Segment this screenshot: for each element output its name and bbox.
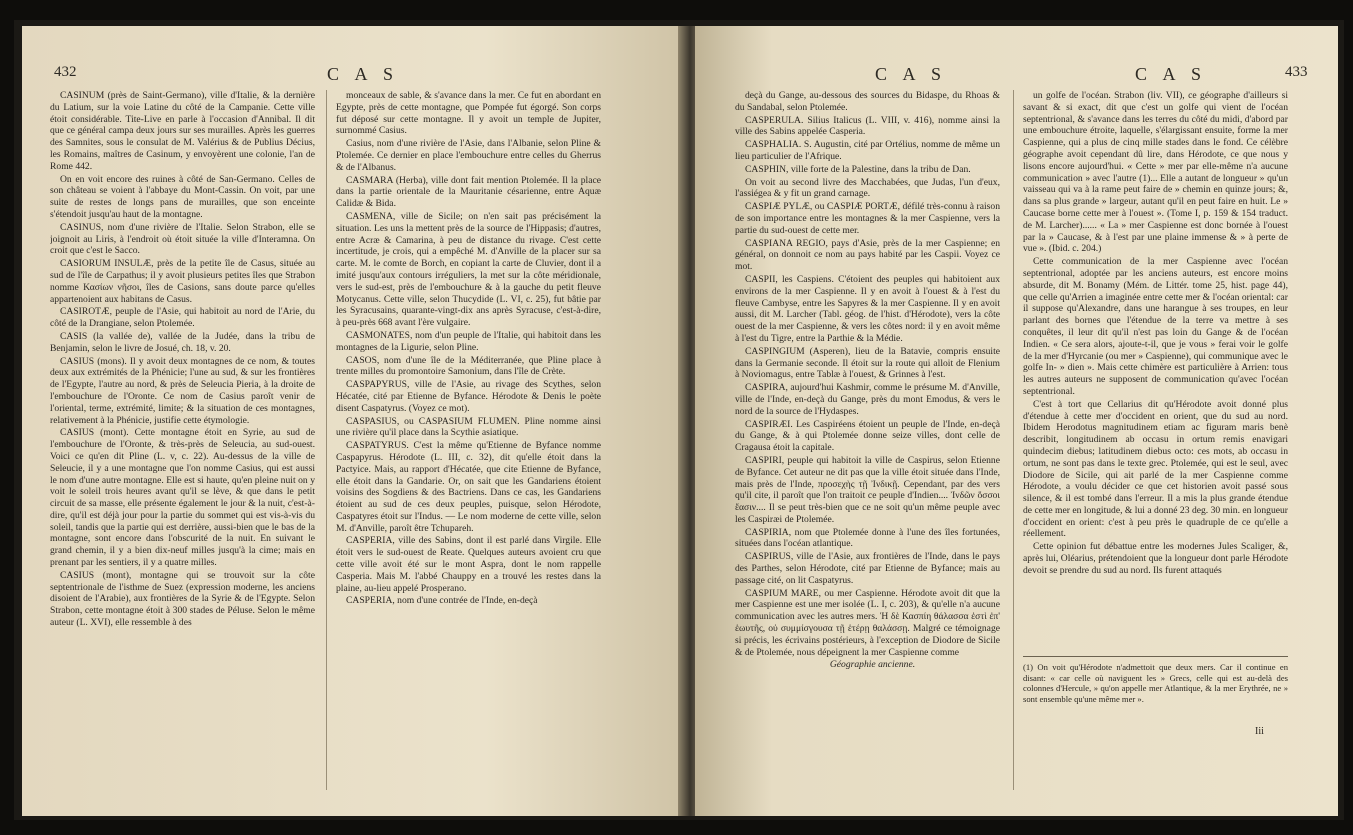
left-page [22,26,685,816]
entry-paragraph: un golfe de l'océan. Strabon (liv. VII), ce géographe d'ailleurs si savant & si exact, dit que c'est un golfe qui vient de l'océan septentrional, & s'avance dans les terres du côté du midi, d'abord par une embouchure étroite, laquelle, s'élargissant ensuite, forme la mer Caspienne, qui a plus de cinq mille stades dans le fond. Ce célèbre géographe avoit cependant dû lire, dans Hérodote, ce que nous y lisons encore aujourd'hui. « Cette » mer par elle-même n'a aucune communication » avec l'autre (1)... Elle a autant de longueur » qu'un vaisseau qui va à la rame peut faire de » chemin en quinze jours; &, dans sa plus grande » largeur, autant qu'il en peut faire en huit. Le » Caucase borne cette mer à l'ouest ». (Tome I, p. 159 & 154 traduct. de M. Larcher)...... « La » mer Caspienne est donc bornée à l'ouest par la » Caucase, & à l'est par une plaine immense & » à perte de vue ». (Ibid. c. 204.) [1023,90,1288,255]
entry-paragraph: CASMENA, ville de Sicile; on n'en sait pas précisément la situation. Les uns la mettent près de la source de l'Hippasis; d'autres, entre Acræ & Camarina, à peu de distance du rivage. C'est cette incertitude, je crois, qui a empêché M. d'Anville de la placer sur sa carte. M. le comte de Borch, en copiant la carte de Cluvier, dont il a imité jusqu'aux contours irréguliers, la met sur la côte méridionale, vers le sud-est, près de l'embouchure & à la gauche du petit fleuve Motycanus. Cette ville, selon Thucydide (L. VI, c. 25), fut bâtie par les Syracusains, quarante-vingt-dix ans après Syracuse, c'est-à-dire, à peu-près 668 avant l'ère vulgaire. [336,210,601,329]
left-page-column-1 [50,90,315,810]
entry-paragraph: CASPIRIA, nom que Ptolemée donne à l'une des îles fortunées, situées dans l'océan atlantique. [735,526,1000,550]
entry-paragraph: deçà du Gange, au-dessous des sources du Bidaspe, du Rhoas & du Sandabal, selon Ptolemée. [735,90,1000,113]
entry-paragraph: CASIORUM INSULÆ, près de la petite île de Casus, située au sud de l'île de Carpathus; il y avoit plusieurs petites îles que Strabon nomme Κασίων νῆσοι, îles de Casions, sans doute parce qu'elles appartenoient aux habitans de Casus. [50,258,315,305]
right-page [695,26,1338,816]
book-title-footer: Géographie ancienne. [829,659,916,671]
entry-paragraph: On voit au second livre des Macchabées, que Judas, l'un d'eux, l'assiégea & y fit un grand carnage. [735,176,1000,200]
entry-paragraph: CASINUS, nom d'une rivière de l'Italie. Selon Strabon, elle se joignoit au Liris, à l'endroit où étoit située la ville d'Interamna. On croit que c'est le Sacco. [50,221,315,257]
column-divider [1013,90,1014,790]
entry-paragraph: CASPIUM MARE, ou mer Caspienne. Hérodote avoit dit que la mer Caspienne est une mer isolée (L. I, c. 203), & qu'elle n'a aucune communication avec les autres mers. Ἡ δὲ Κασπίη θάλασσα ἐστὶ ἐπ' ἑωυτῆς, οὐ συμμίσγουσα τῇ ἑτέρῃ θαλάσσῃ. Malgré ce témoignage si précis, les écrivains postérieurs, à l'exception de Diodore de Sicile & de Ptolemée, nous dépeignent la mer Caspienne comme [735,587,1000,658]
entry-paragraph: CASINUM (près de Saint-Germano), ville d'Italie, & la dernière du Latium, sur la voie Latine du côté de la Campanie. Cette ville étoit considérable. Tite-Live en parle à l'occasion d'Annibal. Il dit que ce général campa deux jours sur ses murailles. Après les guerres des Samnites, sous le consulat de M. Valérius & de Publius Décius, les Romains, maîtres de Casinum, y envoyèrent une colonie, l'an de Rome 442. [50,90,315,172]
left-page-column-2 [336,90,601,810]
entry-paragraph: CASPIANA REGIO, pays d'Asie, près de la mer Caspienne; en général, on donnoit ce nom au pays habité par les Caspii. Voyez ce mot. [735,237,1000,273]
entry-paragraph: CASIROTÆ, peuple de l'Asie, qui habitoit au nord de l'Arie, du côté de la Drangiane, selon Ptolemée. [50,306,315,330]
book-spread [14,20,1344,820]
entry-paragraph: CASPERIA, nom d'une contrée de l'Inde, en-deçà [346,595,538,607]
entry-paragraph: CASPAPYRUS, ville de l'Asie, au rivage des Scythes, selon Hécatée, cité par Etienne de Byfance. Hérodote & Denis le poète disent Caspatyrus. (Voyez ce mot). [336,379,601,414]
entry-paragraph: Cette communication de la mer Caspienne avec l'océan septentrional, adoptée par les anciens auteurs, est encore moins absurde, dit M. Bonamy (Mém. de Littér. tome 25, hist. page 44), que celle qu'Arrien a imaginée entre cette mer & l'océan oriental: car il suppose qu'Alexandre, dans une harangue à ses troupes, en leur parlant des bornes que l'étendue de la terre va mettre à ses conquêtes, il leur dit qu'il n'est pas loin du Gange & de l'océan Indien. « Ce sera alors, ajoute-t-il, que je vous » ferai voir le golfe de la mer d'Hyrcanie (ou mer » Caspienne), qui communique avec le golfe In- » dien ». Mais cette chimère est particulière à Arrien: tous les autres auteurs ne supposent de communication qu'avec l'océan septentrional. [1023,256,1288,397]
entry-paragraph: CASPHIN, ville forte de la Palestine, dans la tribu de Dan. [745,163,971,175]
entry-paragraph: CASPIÆ PYLÆ, ou CASPIÆ PORTÆ, défilé très-connu à raison de son importance entre les montagnes & la mer Caspienne, vers la partie du sud-ouest de cette mer. [735,201,1000,236]
entry-paragraph: CASIUS (mons). Il y avoit deux montagnes de ce nom, & toutes deux aux extrémités de la Phénicie; l'une au sud, & sur les frontières de l'Egypte, l'autre au nord, & près de Seleucia Pieria, à la droite de l'embouchure de l'Oronte. Ce nom de Casius paroît venir de l'oriental, terme, extrémité, limite; & la situation de ces montagnes, relativement à la Phénicie, justifie cette étymologie. [50,355,315,426]
entry-paragraph: On en voit encore des ruines à côté de San-Germano. Celles de son château se voient à l'abbaye du Mont-Cassin. On voit, par une suite de restes de longs pans de murailles, que son enceinte s'étendoit jusqu'au haut de la montagne. [50,173,315,220]
entry-paragraph: Casius, nom d'une rivière de l'Asie, dans l'Albanie, selon Pline & Ptolemée. Ce dernier en place l'embouchure entre celles du Gherrus & de l'Albanus. [336,138,601,173]
signature-mark: Iii [1255,726,1264,737]
entry-paragraph: CASPASIUS, ou CASPASIUM FLUMEN. Pline nomme ainsi une rivière qu'il place dans la Scythie asiatique. [336,415,601,439]
page-number-right: 433 [1285,64,1308,80]
column-divider [326,90,327,790]
entry-paragraph: Cette opinion fut débattue entre les modernes Jules Scaliger, &, après lui, Oléarius, prétendoient que la longueur dont parle Hérodote devoit se prendre du sud au nord. Ils furent attaqués [1023,541,1288,576]
entry-paragraph: CASPERULA. Silius Italicus (L. VIII, v. 416), nomme ainsi la ville des Sabins appelée Casperia. [735,114,1000,138]
entry-paragraph: CASPIRI, peuple qui habitoit la ville de Caspirus, selon Etienne de Byfance. Cet auteur ne dit pas que la ville étoit située dans l'Inde, mais près de l'Inde, προσεχὴς τῇ Ἰνδικῇ. Cependant, par des vers qu'il cite, il paroît que l'on traitoit ce peuple d'Indien.... Ἰνδῶν ὅσσοι ἔασιν.... Il se peut très-bien que ce ne soit qu'un même peuple avec les Caspiræi de Ptolemée. [735,454,1000,525]
entry-paragraph: CASMONATES, nom d'un peuple de l'Italie, qui habitoit dans les montagnes de la Ligurie, selon Pline. [336,329,601,353]
right-page-column-1 [735,90,1000,810]
footnote: (1) On voit qu'Hérodote n'admettoit que deux mers. Car il continue en disant: « car celle où naviguent les » Grecs, celle qui est au-delà des colonnes d'Hercule, » qu'on appelle mer Atlantique, & la mer Erythrée, ne » sont ensemble qu'une même mer ». [1023,662,1288,704]
entry-paragraph: CASIS (la vallée de), vallée de la Judée, dans la tribu de Benjamin, selon le livre de Josué, ch. 18, v. 20. [50,330,315,354]
entry-paragraph: CASPHALIA. S. Augustin, cité par Ortélius, nomme de même un lieu particulier de l'Afrique. [735,139,1000,162]
running-head-left: C A S [327,64,400,84]
entry-paragraph: CASPII, les Caspiens. C'étoient des peuples qui habitoient aux environs de la mer Caspienne. Il y en avoit à l'ouest & à l'est du fleuve Cambyse, entre les Sapyres & la mer Caspienne. Il y en avoit aussi, dit M. Larcher (Tabl. géog. de l'hist. d'Hérodote), vers la côte ouest de la mer Caspienne, & vers les côtes nord: il y en avoit même à l'est du Tigre, entre la Parthie & la Médie. [735,273,1000,344]
running-head-right: C A S [875,64,948,84]
entry-paragraph: CASPIRUS, ville de l'Asie, aux frontières de l'Inde, dans le pays des Parthes, selon Hérodote, cité par Etienne de Byfance; mais au passage cité, on lit Caspatyrus. [735,551,1000,586]
entry-paragraph: C'est à tort que Cellarius dit qu'Hérodote avoit donné plus d'étendue à cette mer d'occident en orient, que du sud au nord. Ibidem Herodotus magnitudinem etiam ac figuram maris benè describit, longitudinem ab occasu in ortum remis enavigari quindecim diebus; latitudinem diebus octo: ces mots, ab occasu in ortum, ne sont pas dans le texte grec. Ptolemée, qui est le seul, avec Diodore de Sicile, qui ait parlé de la mer Caspienne comme Hérodote, a voulu décider ce que cet historien avoit passé sous silence, & il est tombé dans l'erreur. Il a mis la plus grande étendue de cette mer en longitude, & lui a donné 23 deg. 30 min. en longueur d'occident en orient: c'est à peu près le quadruple de ce qu'elle a réellement. [1023,398,1288,540]
footnote-rule [1023,656,1288,657]
entry-paragraph: CASPATYRUS. C'est la même qu'Etienne de Byfance nomme Caspapyrus. Hérodote (L. III, c. 32), dit qu'elle étoit dans la Pactyice. Mais, au rapport d'Hécatée, que cite Etienne de Byfance, elle étoit dans la Gandarie. Or, on sait que les Gandariens étoient voisins des Sogdiens & des Bactriens. Dans ce cas, les Gandariens étoient au sud de ces deux peuples, puisque, selon Hérodote, Caspatyres étoit sur l'Indus. — Le nom moderne de cette ville, selon M. d'Anville, paroît être Tchupareh. [336,440,601,534]
entry-paragraph: CASOS, nom d'une île de la Méditerranée, que Pline place à trente milles du promontoire Samonium, dans l'île de Crète. [336,354,601,378]
entry-paragraph: CASPIRA, aujourd'hui Kashmir, comme le présume M. d'Anville, ville de l'Inde, en-deçà du Gange, près du mont Emodus, & vers le nord de la source de l'Hydaspes. [735,382,1000,417]
right-page-column-2 [1023,90,1288,650]
page-number-left: 432 [54,64,77,80]
entry-paragraph: monceaux de sable, & s'avance dans la mer. Ce fut en abordant en Egypte, près de cette montagne, que Pompée fut égorgé. Son corps fut déposé sur cette montagne. Il y avoit un temple de Jupiter, surnommé Casius. [336,90,601,137]
entry-paragraph: CASIUS (mont). Cette montagne étoit en Syrie, au sud de l'embouchure de l'Oronte, & très-près de Seleucia, au sud-ouest. Voici ce qu'en dit Pline (L. v, c. 22). Au-dessus de la ville de Seleucie, il y a une montagne que l'on nomme Casius, qui est aussi le nom d'une autre montagne. Elle est si haute, qu'en pleine nuit on y voit le soleil trois heures avant qu'il se lève, & que dans le petit circuit de sa masse, elle présente également le jour & la nuit, c'est-à-dire, qu'il est déjà jour pour la partie du sommet qui est vis-à-vis du soleil, tandis que la partie qui est derrière, aussi-bien que le bas de la montagne, sont encore dans l'obscurité de la nuit. En suivant le grand chemin, il y a bien dix-neuf milles jusqu'à la cime; mais en prenant par les sentiers, il y a quatre milles. [50,427,315,569]
entry-paragraph: CASIUS (mont), montagne qui se trouvoit sur la côte septentrionale de l'isthme de Suez (expression moderne, les anciens disoient de l'Arabie), aux frontières de la Syrie & de l'Egypte. Selon Strabon, cette montagne étoit à 300 stades de Péluse. Selon le même auteur (L. XVI), elle ressemble à des [50,569,315,629]
entry-paragraph: CASPERIA, ville des Sabins, dont il est parlé dans Virgile. Elle étoit vers le sud-ouest de Reate. Quelques auteurs avoient cru que cette ville avoit été sur le mont Aspra, dont le nom rappelle Casperia. Mais M. l'abbé Chauppy en a trouvé les restes dans la plaine, au-lieu appelé Prosperano. [336,535,601,594]
entry-paragraph: CASPINGIUM (Asperen), lieu de la Batavie, compris ensuite dans la Germanie seconde. Il étoit sur la route qui alloit de Flenium à Noviomagus, entre Tablæ à l'ouest, & Grinnes à l'est. [735,345,1000,381]
running-head-right-2: C A S [1135,64,1208,84]
entry-paragraph: CASPIRÆI. Les Caspiréens étoient un peuple de l'Inde, en-deçà du Gange, & à qui Ptolemée donne seize villes, dont celle de Cragausa étoit la capitale. [735,418,1000,454]
entry-paragraph: CASMARA (Herba), ville dont fait mention Ptolemée. Il la place dans la partie orientale de la Mauritanie césarienne, entre Aquæ Calidæ & Bida. [336,174,601,210]
